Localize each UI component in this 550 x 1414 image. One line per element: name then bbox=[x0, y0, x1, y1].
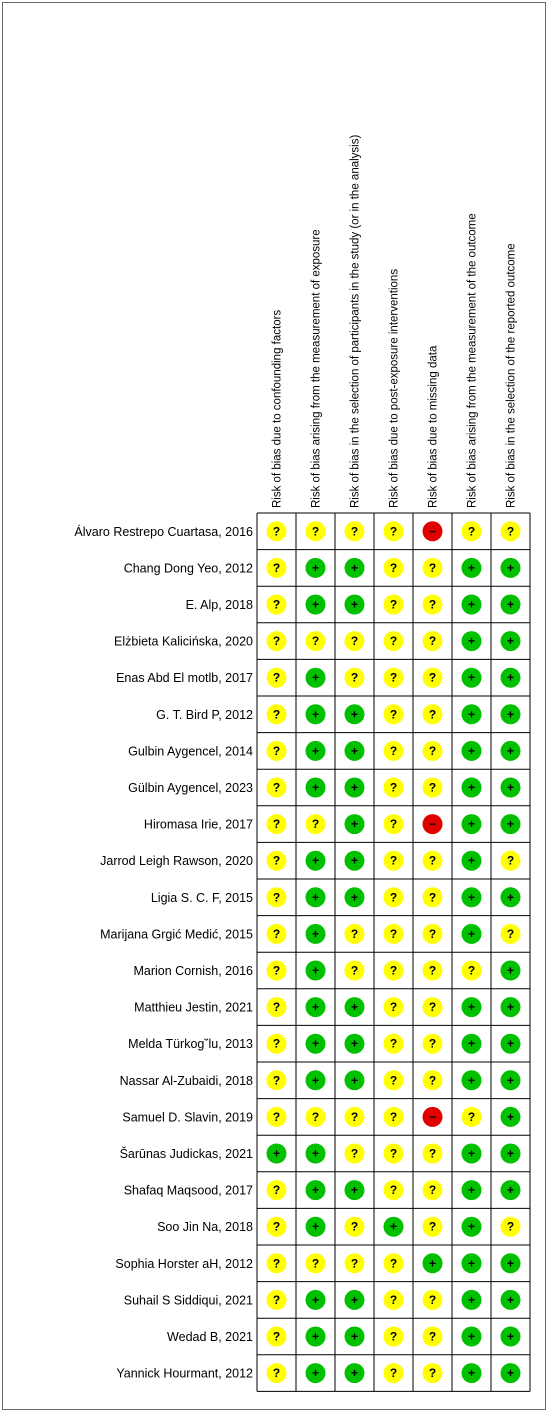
study-label: Hiromasa Irie, 2017 bbox=[143, 817, 253, 832]
judgement-symbol: + bbox=[350, 560, 359, 575]
judgement-symbol: + bbox=[272, 1146, 281, 1161]
judgement-symbol: ? bbox=[389, 780, 398, 795]
judgement-symbol: ? bbox=[506, 926, 515, 941]
judgement-symbol: + bbox=[506, 1256, 515, 1271]
judgement-symbol: ? bbox=[389, 560, 398, 575]
judgement-symbol: + bbox=[506, 1183, 515, 1198]
study-label: Nassar Al-Zubaidi, 2018 bbox=[119, 1073, 253, 1088]
judgement-symbol: ? bbox=[428, 890, 437, 905]
judgement-symbol: + bbox=[467, 560, 476, 575]
judgement-symbol: ? bbox=[389, 1146, 398, 1161]
study-label: Gülbin Aygencel, 2023 bbox=[128, 781, 253, 795]
domain-header: Risk of bias arising from the measurement of the outcome bbox=[466, 213, 479, 508]
judgement-symbol: + bbox=[350, 890, 359, 905]
judgement-symbol: + bbox=[467, 1366, 476, 1381]
judgement-symbol: − bbox=[428, 817, 437, 832]
judgement-symbol: ? bbox=[389, 1036, 398, 1051]
judgement-symbol: ? bbox=[428, 963, 437, 978]
study-label: Suhail S Siddiqui, 2021 bbox=[123, 1293, 253, 1308]
judgement-symbol: ? bbox=[428, 1000, 437, 1015]
judgement-symbol: ? bbox=[350, 1109, 359, 1124]
judgement-symbol: + bbox=[350, 780, 359, 795]
judgement-symbol: + bbox=[350, 597, 359, 612]
judgement-symbol: + bbox=[506, 634, 515, 649]
judgement-symbol: ? bbox=[389, 926, 398, 941]
judgement-symbol: ? bbox=[428, 1219, 437, 1234]
judgement-symbol: + bbox=[467, 1183, 476, 1198]
study-label: Soo Jin Na, 2018 bbox=[157, 1220, 253, 1235]
judgement-symbol: + bbox=[506, 743, 515, 758]
study-label: Jarrod Leigh Rawson, 2020 bbox=[100, 854, 253, 869]
judgement-symbol: ? bbox=[350, 926, 359, 941]
judgement-symbol: ? bbox=[272, 670, 281, 685]
judgement-symbol: ? bbox=[506, 853, 515, 868]
study-label: Shafaq Maqsood, 2017 bbox=[123, 1183, 253, 1198]
judgement-symbol: + bbox=[506, 963, 515, 978]
judgement-symbol: ? bbox=[350, 1146, 359, 1161]
judgement-symbol: ? bbox=[389, 743, 398, 758]
judgement-symbol: + bbox=[506, 1366, 515, 1381]
domain-header: Risk of bias in the selection of the reported outcome bbox=[505, 243, 518, 508]
judgement-symbol: ? bbox=[467, 963, 476, 978]
judgement-symbol: + bbox=[311, 1183, 320, 1198]
judgement-symbol: + bbox=[311, 853, 320, 868]
judgement-symbol: + bbox=[467, 1329, 476, 1344]
study-label: Marion Cornish, 2016 bbox=[133, 964, 253, 978]
judgement-symbol: + bbox=[467, 926, 476, 941]
judgement-symbol: + bbox=[506, 1292, 515, 1307]
judgement-symbol: + bbox=[467, 780, 476, 795]
study-label: Gulbin Aygencel, 2014 bbox=[128, 744, 253, 759]
judgement-symbol: − bbox=[428, 524, 437, 539]
study-label: Šarūnas Judickas, 2021 bbox=[119, 1147, 253, 1161]
judgement-symbol: + bbox=[311, 1292, 320, 1307]
study-label: Samuel D. Slavin, 2019 bbox=[122, 1110, 253, 1125]
judgement-symbol: + bbox=[311, 1219, 320, 1234]
judgement-symbol: + bbox=[506, 560, 515, 575]
judgement-symbol: + bbox=[311, 926, 320, 941]
judgement-symbol: + bbox=[467, 670, 476, 685]
judgement-symbol: ? bbox=[272, 743, 281, 758]
judgement-symbol: ? bbox=[272, 524, 281, 539]
judgement-symbol: ? bbox=[428, 1036, 437, 1051]
judgement-symbol: + bbox=[467, 634, 476, 649]
judgement-symbol: + bbox=[311, 1329, 320, 1344]
judgement-symbol: + bbox=[350, 1000, 359, 1015]
judgement-symbol: + bbox=[506, 707, 515, 722]
judgement-symbol: ? bbox=[350, 670, 359, 685]
judgement-symbol: ? bbox=[389, 890, 398, 905]
judgement-symbol: ? bbox=[272, 1366, 281, 1381]
judgement-symbol: + bbox=[467, 853, 476, 868]
study-label: Matthieu Jestin, 2021 bbox=[134, 1000, 253, 1015]
judgement-symbol: ? bbox=[428, 1183, 437, 1198]
judgement-symbol: + bbox=[350, 853, 359, 868]
judgement-symbol: + bbox=[311, 890, 320, 905]
judgement-symbol: ? bbox=[389, 1183, 398, 1198]
judgement-symbol: ? bbox=[506, 524, 515, 539]
judgement-symbol: + bbox=[506, 1329, 515, 1344]
judgement-symbol: ? bbox=[428, 670, 437, 685]
judgement-symbol: ? bbox=[350, 1219, 359, 1234]
judgement-symbol: ? bbox=[272, 926, 281, 941]
judgement-symbol: ? bbox=[272, 780, 281, 795]
judgement-symbol: + bbox=[467, 1146, 476, 1161]
judgement-symbol: ? bbox=[428, 707, 437, 722]
judgement-symbol: ? bbox=[272, 890, 281, 905]
domain-header: Risk of bias arising from the measurement of exposure bbox=[310, 229, 323, 508]
judgement-symbol: + bbox=[350, 1036, 359, 1051]
judgement-symbol: + bbox=[311, 597, 320, 612]
domain-header: Risk of bias due to missing data bbox=[427, 345, 440, 508]
judgement-symbol: ? bbox=[389, 1366, 398, 1381]
judgement-symbol: ? bbox=[272, 1036, 281, 1051]
study-label: Marijana Grgić Medić, 2015 bbox=[100, 927, 253, 942]
judgement-symbol: + bbox=[311, 560, 320, 575]
study-label: Álvaro Restrepo Cuartasa, 2016 bbox=[74, 524, 253, 539]
judgement-symbol: + bbox=[506, 670, 515, 685]
judgement-symbol: ? bbox=[428, 1073, 437, 1088]
study-label: Elżbieta Kalicińska, 2020 bbox=[114, 634, 253, 649]
judgement-symbol: ? bbox=[311, 634, 320, 649]
figure-frame bbox=[2, 2, 546, 1410]
judgement-symbol: ? bbox=[428, 597, 437, 612]
judgement-symbol: + bbox=[506, 817, 515, 832]
judgement-symbol: + bbox=[467, 1256, 476, 1271]
study-label: Yannick Hourmant, 2012 bbox=[116, 1366, 253, 1381]
judgement-symbol: ? bbox=[389, 853, 398, 868]
judgement-symbol: ? bbox=[389, 1256, 398, 1271]
judgement-symbol: ? bbox=[428, 1366, 437, 1381]
judgement-symbol: ? bbox=[350, 634, 359, 649]
judgement-symbol: ? bbox=[389, 524, 398, 539]
judgement-symbol: ? bbox=[389, 963, 398, 978]
judgement-symbol: ? bbox=[311, 1256, 320, 1271]
judgement-symbol: + bbox=[467, 1073, 476, 1088]
study-label: Chang Dong Yeo, 2012 bbox=[123, 561, 253, 576]
study-label: G. T. Bird P, 2012 bbox=[156, 707, 253, 722]
judgement-symbol: + bbox=[506, 597, 515, 612]
judgement-symbol: + bbox=[467, 1219, 476, 1234]
domain-header: Risk of bias due to post-exposure interventions bbox=[388, 268, 401, 508]
judgement-symbol: ? bbox=[272, 707, 281, 722]
study-label: Sophia Horster aH, 2012 bbox=[115, 1256, 253, 1271]
judgement-symbol: ? bbox=[428, 1292, 437, 1307]
judgement-symbol: ? bbox=[311, 524, 320, 539]
judgement-symbol: + bbox=[350, 707, 359, 722]
judgement-symbol: ? bbox=[467, 1109, 476, 1124]
judgement-symbol: ? bbox=[272, 963, 281, 978]
judgement-symbol: ? bbox=[389, 1000, 398, 1015]
judgement-symbol: ? bbox=[272, 1000, 281, 1015]
judgement-symbol: + bbox=[311, 1366, 320, 1381]
judgement-symbol: + bbox=[350, 817, 359, 832]
judgement-symbol: + bbox=[506, 1073, 515, 1088]
judgement-symbol: ? bbox=[350, 524, 359, 539]
study-label: Melda Türkog˘lu, 2013 bbox=[128, 1037, 253, 1052]
judgement-symbol: ? bbox=[428, 743, 437, 758]
study-label: Wedad B, 2021 bbox=[167, 1330, 253, 1344]
study-label: Ligia S. C. F, 2015 bbox=[150, 890, 253, 905]
judgement-symbol: ? bbox=[389, 817, 398, 832]
judgement-symbol: + bbox=[467, 1000, 476, 1015]
judgement-symbol: ? bbox=[311, 1109, 320, 1124]
judgement-symbol: ? bbox=[272, 1109, 281, 1124]
judgement-symbol: ? bbox=[350, 1256, 359, 1271]
judgement-symbol: ? bbox=[272, 1183, 281, 1198]
judgement-symbol: + bbox=[506, 1109, 515, 1124]
judgement-symbol: ? bbox=[389, 1073, 398, 1088]
judgement-symbol: ? bbox=[428, 926, 437, 941]
judgement-symbol: + bbox=[506, 780, 515, 795]
judgement-symbol: ? bbox=[272, 1073, 281, 1088]
judgement-symbol: ? bbox=[428, 1329, 437, 1344]
judgement-symbol: ? bbox=[272, 1329, 281, 1344]
judgement-symbol: + bbox=[311, 707, 320, 722]
judgement-symbol: ? bbox=[506, 1219, 515, 1234]
judgement-symbol: ? bbox=[389, 634, 398, 649]
judgement-symbol: ? bbox=[389, 1109, 398, 1124]
judgement-symbol: ? bbox=[272, 597, 281, 612]
judgement-symbol: + bbox=[467, 1036, 476, 1051]
judgement-symbol: ? bbox=[389, 597, 398, 612]
judgement-symbol: + bbox=[311, 1073, 320, 1088]
judgement-symbol: + bbox=[467, 743, 476, 758]
study-label: E. Alp, 2018 bbox=[185, 598, 253, 612]
judgement-symbol: + bbox=[350, 743, 359, 758]
judgement-symbol: ? bbox=[272, 1292, 281, 1307]
study-label: Enas Abd El motlb, 2017 bbox=[116, 671, 253, 686]
judgement-symbol: + bbox=[389, 1219, 398, 1234]
judgement-symbol: ? bbox=[428, 1146, 437, 1161]
judgement-symbol: + bbox=[350, 1183, 359, 1198]
judgement-symbol: ? bbox=[272, 1256, 281, 1271]
judgement-symbol: ? bbox=[428, 780, 437, 795]
judgement-symbol: + bbox=[506, 1036, 515, 1051]
judgement-symbol: ? bbox=[311, 817, 320, 832]
domain-header: Risk of bias in the selection of participants in the study (or in the analysis) bbox=[349, 134, 362, 508]
judgement-symbol: + bbox=[311, 670, 320, 685]
judgement-symbol: ? bbox=[272, 560, 281, 575]
judgement-symbol: ? bbox=[350, 963, 359, 978]
judgement-symbol: + bbox=[506, 1146, 515, 1161]
judgement-symbol: ? bbox=[272, 853, 281, 868]
judgement-symbol: ? bbox=[428, 853, 437, 868]
judgement-symbol: + bbox=[467, 1292, 476, 1307]
judgement-symbol: + bbox=[467, 890, 476, 905]
judgement-symbol: + bbox=[506, 890, 515, 905]
judgement-symbol: + bbox=[311, 780, 320, 795]
judgement-symbol: + bbox=[350, 1329, 359, 1344]
judgement-symbol: + bbox=[428, 1256, 437, 1271]
judgement-symbol: + bbox=[311, 1146, 320, 1161]
judgement-symbol: + bbox=[467, 597, 476, 612]
risk-of-bias-chart bbox=[3, 3, 547, 1411]
judgement-symbol: + bbox=[311, 1000, 320, 1015]
judgement-symbol: ? bbox=[389, 670, 398, 685]
judgement-symbol: + bbox=[467, 817, 476, 832]
judgement-symbol: ? bbox=[467, 524, 476, 539]
judgement-symbol: ? bbox=[428, 634, 437, 649]
judgement-symbol: ? bbox=[428, 560, 437, 575]
judgement-symbol: ? bbox=[272, 1219, 281, 1234]
judgement-symbol: − bbox=[428, 1109, 437, 1124]
judgement-symbol: + bbox=[350, 1073, 359, 1088]
judgement-symbol: + bbox=[311, 743, 320, 758]
domain-header: Risk of bias due to confounding factors bbox=[271, 309, 284, 508]
judgement-symbol: ? bbox=[389, 1292, 398, 1307]
judgement-symbol: + bbox=[311, 1036, 320, 1051]
judgement-symbol: + bbox=[467, 707, 476, 722]
judgement-symbol: + bbox=[506, 1000, 515, 1015]
judgement-symbol: ? bbox=[272, 634, 281, 649]
judgement-symbol: ? bbox=[389, 1329, 398, 1344]
judgement-symbol: ? bbox=[272, 817, 281, 832]
judgement-symbol: + bbox=[311, 963, 320, 978]
judgement-symbol: ? bbox=[389, 707, 398, 722]
judgement-symbol: + bbox=[350, 1366, 359, 1381]
judgement-symbol: + bbox=[350, 1292, 359, 1307]
